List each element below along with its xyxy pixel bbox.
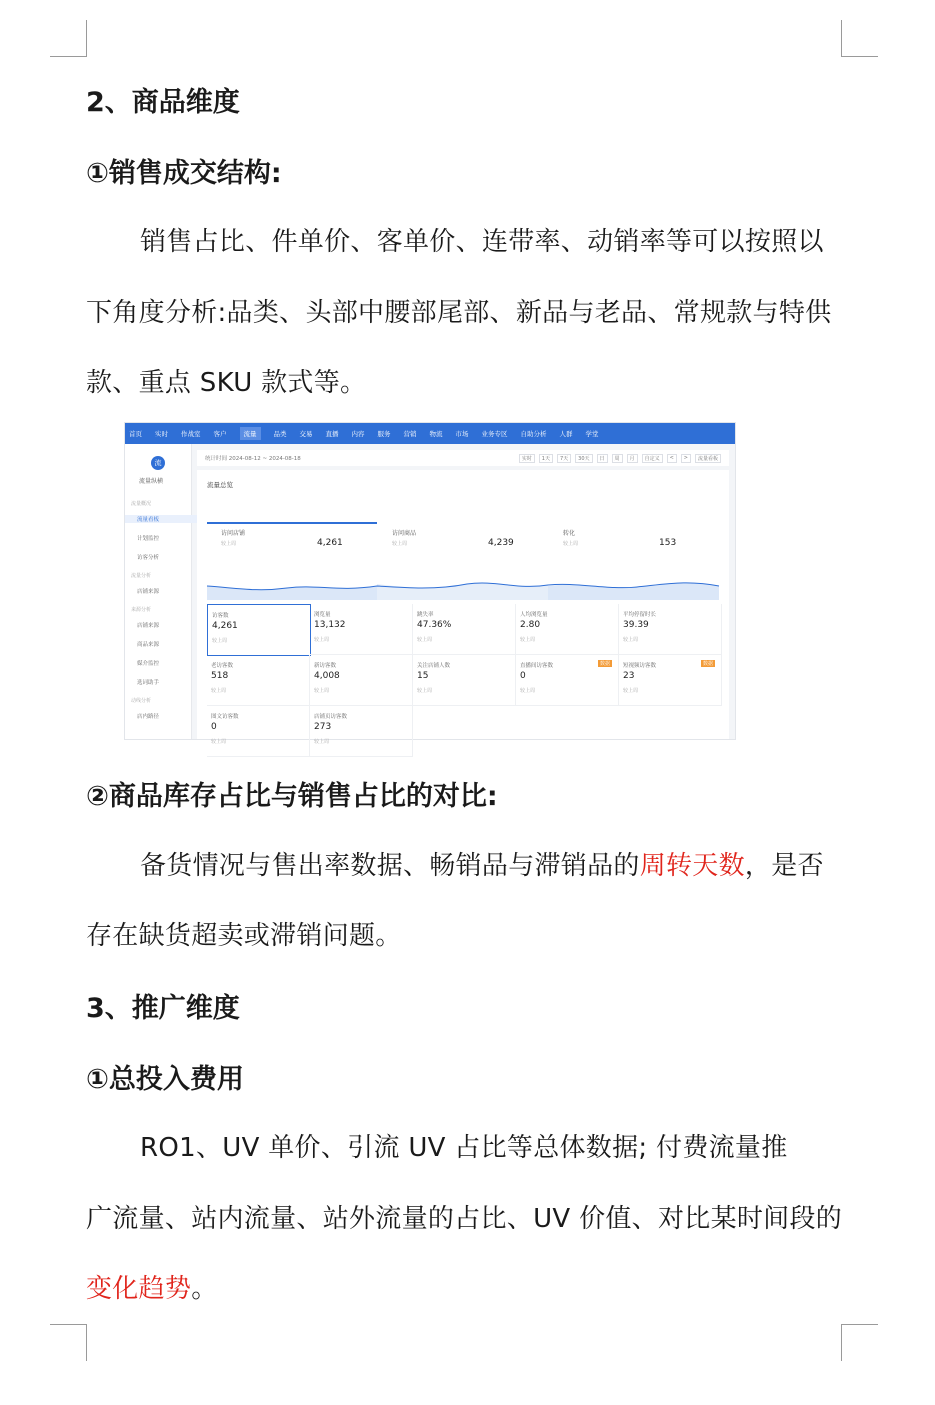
kpi-sub: 较上周 (392, 541, 408, 547)
metric-name: 直播间访客数 (520, 663, 554, 669)
kpi-sub: 较上周 (563, 541, 579, 547)
active-tab-indicator (207, 522, 377, 524)
metric-cell[interactable] (413, 655, 516, 706)
metric-name: 店铺页访客数 (314, 714, 348, 720)
nav-item[interactable]: 物流 (429, 430, 443, 438)
metric-value: 0 (211, 722, 217, 732)
nav-item[interactable]: 营销 (403, 430, 417, 438)
metric-sub: 较上周 (623, 688, 639, 694)
paragraph-text: ，是否 (744, 851, 824, 881)
sidebar-title: 流量纵横 (139, 478, 164, 485)
metric-cell[interactable] (207, 706, 310, 757)
nav-item[interactable]: 人群 (559, 430, 573, 438)
metric-name: 新访客数 (314, 663, 337, 669)
date-button[interactable]: 流量看板 (695, 454, 721, 463)
sidebar-group-label: 流量概况 (131, 501, 152, 507)
nav-item[interactable]: 客户 (213, 430, 227, 438)
metric-cell[interactable] (619, 655, 722, 706)
metric-cell[interactable] (619, 604, 722, 655)
sidebar-item[interactable]: 媒介监控 (137, 661, 160, 667)
date-buttons (519, 454, 721, 463)
metric-sub: 较上周 (314, 739, 330, 745)
nav-item[interactable]: 自助分析 (520, 430, 547, 438)
nav-item[interactable]: 作战室 (181, 430, 201, 438)
metric-cell[interactable] (516, 655, 619, 706)
paragraph-line: 广流量、站内流量、站外流量的占比、UV 价值、对比某时间段的 (86, 1204, 843, 1234)
dashboard-main (197, 450, 729, 745)
dashboard-sidebar (125, 444, 192, 739)
nav-item[interactable]: 业务专区 (481, 430, 508, 438)
date-button[interactable]: 30天 (575, 454, 592, 463)
metric-value: 15 (417, 671, 429, 681)
sidebar-item[interactable]: 店铺来源 (137, 589, 160, 595)
metric-value: 518 (211, 671, 229, 681)
metric-sub: 较上周 (212, 638, 228, 644)
metric-name: 访客数 (212, 613, 229, 619)
metric-badge: 数据 (599, 661, 610, 667)
metric-name: 平均停留时长 (623, 612, 657, 618)
metric-value: 273 (314, 722, 332, 732)
crop-mark-bottom-left (50, 1324, 87, 1361)
metric-value: 4,261 (212, 621, 238, 631)
metric-cell[interactable] (310, 706, 413, 757)
embedded-dashboard-screenshot (124, 422, 736, 745)
app-logo-icon: 流 (151, 456, 165, 470)
paragraph-text: 。 (191, 1274, 218, 1304)
heading-sales-structure: ①销售成交结构: (86, 158, 282, 189)
metric-value: 2.80 (520, 620, 541, 630)
paragraph-line: 款、重点 SKU 款式等。 (86, 368, 367, 398)
sidebar-item[interactable]: 店内路径 (137, 714, 160, 720)
kpi-name: 访问店铺 (221, 530, 246, 537)
sidebar-item[interactable]: 店铺来源 (137, 623, 160, 629)
paragraph-line (140, 845, 824, 882)
kpi-name: 访问商品 (392, 530, 417, 537)
kpi-sub: 较上周 (221, 541, 237, 547)
nav-item[interactable]: 流量 (240, 427, 261, 440)
dashboard-top-nav (125, 423, 735, 444)
metric-sub: 较上周 (417, 637, 433, 643)
nav-item[interactable]: 内容 (351, 430, 365, 438)
highlight-text: 变化趋势 (86, 1274, 192, 1304)
trend-area-chart (207, 568, 719, 600)
paragraph-line (86, 1268, 218, 1305)
nav-item[interactable]: 服务 (377, 430, 391, 438)
kpi-name: 转化 (563, 530, 576, 537)
sidebar-item[interactable]: 计划监控 (137, 536, 160, 542)
metric-cell[interactable] (310, 655, 413, 706)
metric-value: 47.36% (417, 620, 452, 630)
date-button[interactable]: 月 (627, 454, 638, 463)
metric-name: 图文访客数 (211, 714, 239, 720)
metric-name: 浏览量 (314, 612, 331, 618)
date-button[interactable]: 1天 (539, 454, 553, 463)
nav-item[interactable]: 实时 (155, 430, 168, 438)
nav-item[interactable]: 交易 (299, 430, 313, 438)
metric-name: 老访客数 (211, 663, 234, 669)
paragraph-line: 下角度分析:品类、头部中腰部尾部、新品与老品、常规款与特供 (86, 298, 832, 328)
metric-sub: 较上周 (417, 688, 433, 694)
metric-name: 短视频访客数 (623, 663, 657, 669)
metric-sub: 较上周 (623, 637, 639, 643)
metric-badge: 数据 (702, 661, 713, 667)
date-button[interactable]: 自定义 (642, 454, 663, 463)
metric-value: 23 (623, 671, 635, 681)
paragraph-text: 备货情况与售出率数据、畅销品与滞销品的 (140, 851, 640, 881)
metric-value: 0 (520, 671, 526, 681)
metric-value: 13,132 (314, 620, 346, 630)
heading-total-cost: ①总投入费用 (86, 1064, 244, 1095)
nav-item[interactable]: 市场 (455, 430, 469, 438)
nav-item[interactable]: 学堂 (585, 430, 599, 438)
crop-mark-bottom-right (841, 1324, 878, 1361)
sidebar-item[interactable]: 流量看板 (125, 515, 199, 523)
heading-promotion-dimension: 3、推广维度 (86, 993, 240, 1024)
sidebar-item[interactable]: 访客分析 (137, 555, 160, 561)
crop-mark-top-right (841, 20, 878, 57)
metric-sub: 较上周 (314, 637, 330, 643)
sidebar-group-label: 动线分析 (131, 698, 152, 704)
date-button[interactable]: 日 (597, 454, 608, 463)
metric-name: 关注店铺人数 (417, 663, 451, 669)
date-button[interactable]: 7天 (557, 454, 571, 463)
metric-value: 4,008 (314, 671, 340, 681)
metric-name: 人均浏览量 (520, 612, 548, 618)
metric-sub: 较上周 (520, 688, 536, 694)
metric-cell[interactable] (516, 604, 619, 655)
metric-cell[interactable] (413, 604, 516, 655)
kpi-value: 4,261 (317, 538, 343, 548)
metric-name: 跳失率 (417, 612, 434, 618)
heading-inventory-vs-sales: ②商品库存占比与销售占比的对比: (86, 781, 498, 812)
nav-item[interactable]: 品类 (273, 430, 287, 438)
sidebar-group-label: 流量分析 (131, 573, 152, 579)
metric-cell[interactable] (207, 655, 310, 706)
kpi-value: 153 (659, 538, 677, 548)
heading-product-dimension: 2、商品维度 (86, 87, 240, 118)
metric-cell[interactable] (207, 604, 311, 656)
crop-mark-top-left (50, 20, 87, 57)
metric-sub: 较上周 (520, 637, 536, 643)
kpi-value: 4,239 (488, 538, 514, 548)
metric-sub: 较上周 (211, 688, 227, 694)
nav-item[interactable]: 直播 (325, 430, 339, 438)
highlight-text: 周转天数 (639, 851, 745, 881)
paragraph-line: 存在缺货超卖或滞销问题。 (86, 921, 402, 951)
date-button[interactable]: 实时 (519, 454, 535, 463)
panel-title: 流量总览 (207, 481, 233, 489)
sidebar-group-label: 来源分析 (131, 607, 152, 613)
date-button[interactable]: < (667, 454, 677, 463)
paragraph-line: RO1、UV 单价、引流 UV 占比等总体数据; 付费流量推 (140, 1133, 788, 1163)
sidebar-item[interactable]: 选词助手 (137, 680, 160, 686)
nav-item[interactable]: 首页 (129, 430, 142, 438)
paragraph-line: 销售占比、件单价、客单价、连带率、动销率等可以按照以 (140, 227, 824, 257)
date-bar (197, 450, 729, 466)
sidebar-item[interactable]: 商品来源 (137, 642, 160, 648)
metric-sub: 较上周 (314, 688, 330, 694)
overview-panel (197, 470, 729, 745)
date-button[interactable]: > (681, 454, 691, 463)
date-button[interactable]: 周 (612, 454, 623, 463)
metric-value: 39.39 (623, 620, 649, 630)
date-range: 统计时间 2024-08-12 ~ 2024-08-18 (205, 456, 301, 462)
metric-sub: 较上周 (211, 739, 227, 745)
metric-cell[interactable] (310, 604, 413, 655)
